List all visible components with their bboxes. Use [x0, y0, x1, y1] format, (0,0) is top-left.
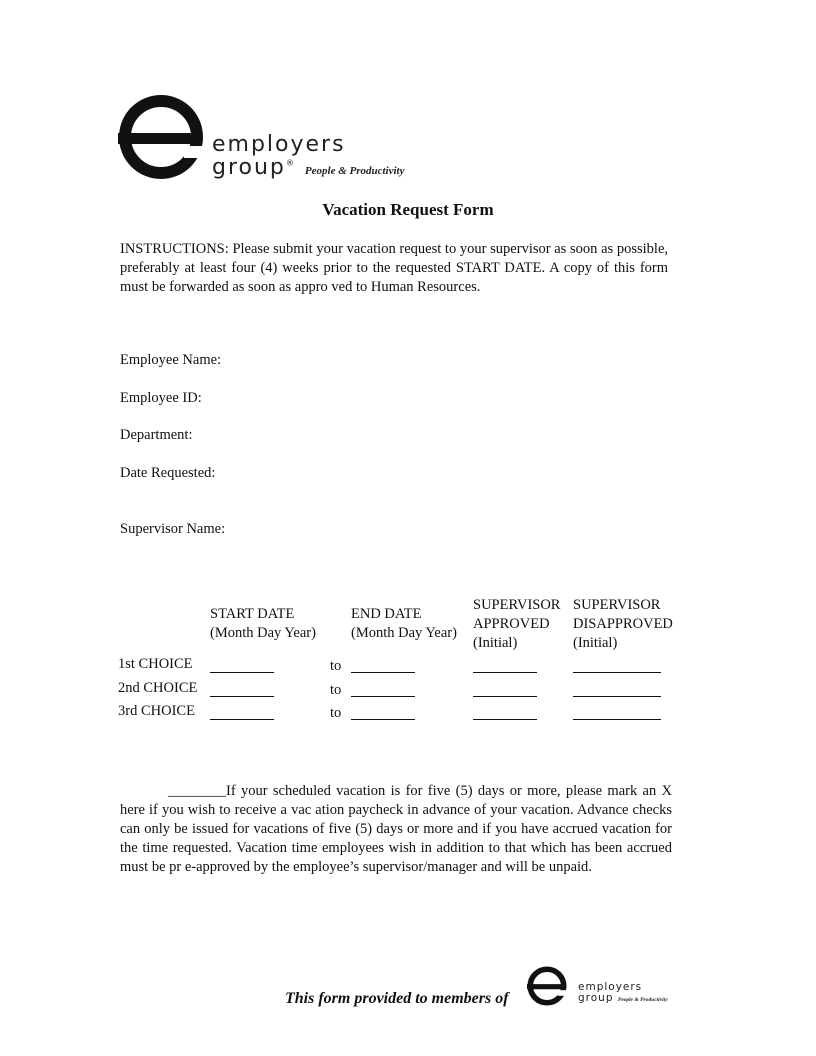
to-label: to — [330, 658, 342, 674]
supervisor-approved-header — [473, 596, 560, 653]
row-2nd-choice — [118, 680, 678, 700]
footer-logo — [526, 966, 706, 1008]
logo-registered-mark: ® — [285, 158, 296, 168]
logo-group-word: group — [212, 155, 286, 180]
row-label: 1st CHOICE — [118, 656, 193, 672]
advance-paycheck-mark-blank[interactable]: ________ — [168, 783, 226, 799]
footer-logo-group-text — [578, 992, 668, 1004]
note-text: If your scheduled vacation is for five (5) days or more, please mark an X here if you wish to receive a vac ation paycheck in advance of your vacation. Advance checks can only be issued for vacations of five (5) days or more and if you have accrued vacation for the time requested. Vacation time employees wish in addition to that which has been accrued must be pr e-approved by the employee’s supervisor/manager and will be unpaid. — [120, 783, 672, 875]
footer-logo-icon — [526, 966, 568, 1006]
logo-group-text — [212, 155, 405, 180]
to-label: to — [330, 682, 342, 698]
footer-logo-group-word: group — [578, 992, 614, 1004]
form-title: Vacation Request Form — [322, 200, 494, 219]
disapproved-blank[interactable] — [573, 658, 661, 673]
logo-employers-text: employers — [212, 132, 346, 157]
approved-header-line2: APPROVED — [473, 616, 550, 632]
start-date-header — [210, 605, 316, 643]
row-label: 3rd CHOICE — [118, 703, 195, 719]
end-date-header-sub: (Month Day Year) — [351, 625, 457, 641]
end-date-blank[interactable] — [351, 658, 415, 673]
start-date-blank[interactable] — [210, 705, 274, 720]
supervisor-disapproved-header — [573, 596, 673, 653]
footer-logo-employers-text: employers — [578, 981, 643, 993]
employers-group-logo-icon — [118, 94, 204, 180]
instructions-text: INSTRUCTIONS: Please submit your vacation request to your supervisor as soon as possible, preferably at least four (4) weeks prior to the requested START DATE. A copy of this form must be forwarded as soon as appro ved to Human Resources. — [120, 241, 668, 295]
start-date-blank[interactable] — [210, 658, 274, 673]
disapproved-header-line3: (Initial) — [573, 635, 618, 651]
disapproved-header-line2: DISAPPROVED — [573, 616, 673, 632]
advance-paycheck-note — [120, 782, 672, 877]
disapproved-header-line1: SUPERVISOR — [573, 597, 661, 613]
logo-tagline: People & Productivity — [304, 165, 405, 177]
approved-blank[interactable] — [473, 682, 537, 697]
header-logo — [118, 94, 418, 182]
row-3rd-choice — [118, 703, 678, 723]
approved-header-line3: (Initial) — [473, 635, 518, 651]
employee-name-label: Employee Name: — [120, 352, 222, 368]
employee-id-label: Employee ID: — [120, 390, 202, 406]
footer-text: This form provided to members of — [285, 990, 509, 1007]
disapproved-blank[interactable] — [573, 682, 661, 697]
end-date-blank[interactable] — [351, 705, 415, 720]
row-label: 2nd CHOICE — [118, 680, 198, 696]
approved-blank[interactable] — [473, 705, 537, 720]
start-date-header-line: START DATE — [210, 606, 295, 622]
approved-blank[interactable] — [473, 658, 537, 673]
row-1st-choice — [118, 656, 678, 676]
to-label: to — [330, 705, 342, 721]
department-label: Department: — [120, 427, 193, 443]
supervisor-name-label: Supervisor Name: — [120, 521, 226, 537]
disapproved-blank[interactable] — [573, 705, 661, 720]
end-date-blank[interactable] — [351, 682, 415, 697]
start-date-header-sub: (Month Day Year) — [210, 625, 316, 641]
end-date-header-line: END DATE — [351, 606, 422, 622]
approved-header-line1: SUPERVISOR — [473, 597, 561, 613]
footer-logo-tagline: People & Productivity — [617, 997, 668, 1003]
start-date-blank[interactable] — [210, 682, 274, 697]
date-requested-label: Date Requested: — [120, 465, 216, 481]
end-date-header — [351, 605, 457, 643]
